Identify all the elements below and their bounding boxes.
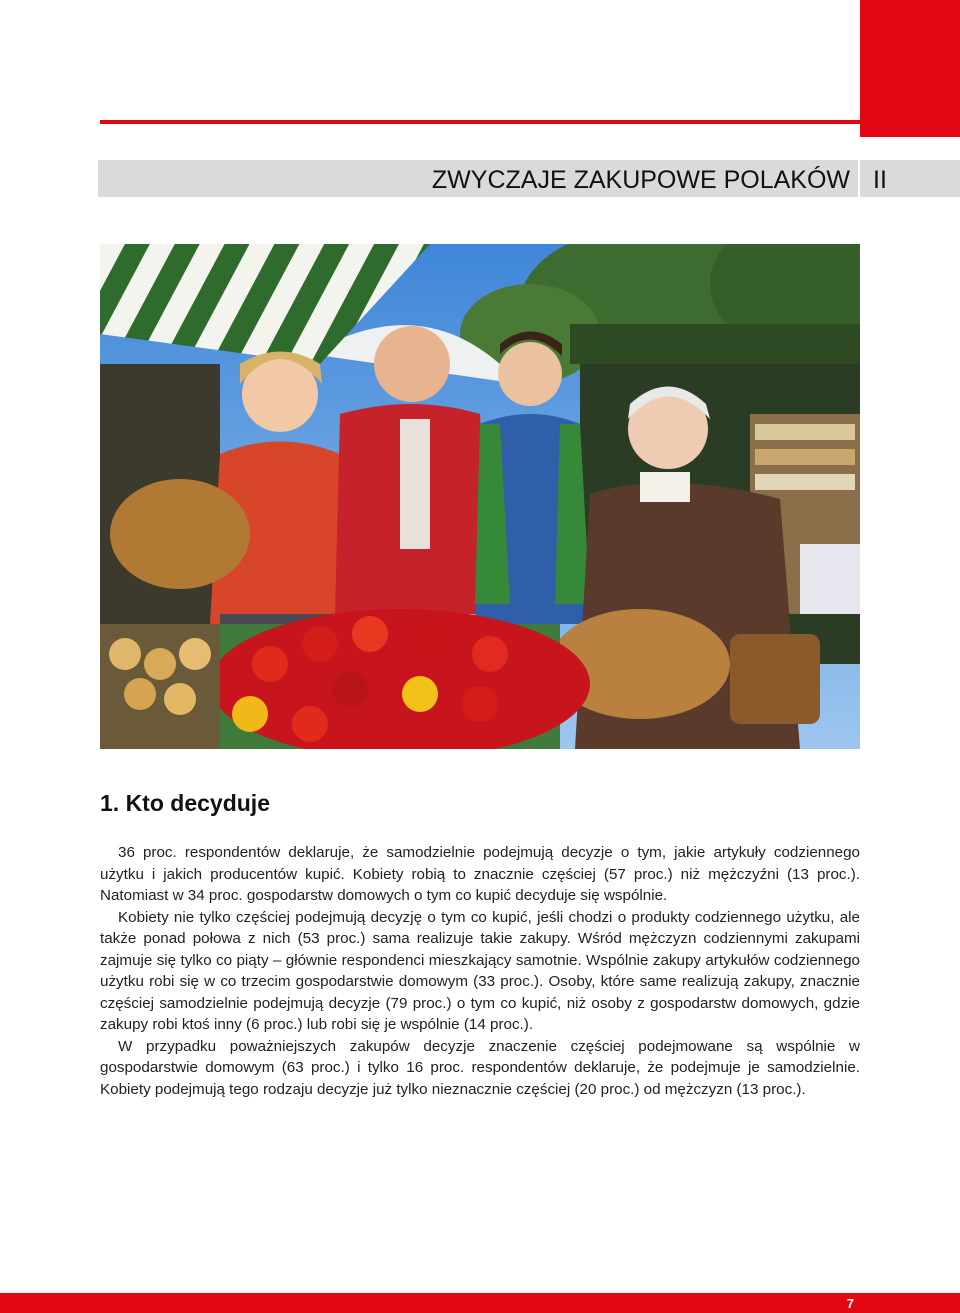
page-title: ZWYCZAJE ZAKUPOWE POLAKÓW bbox=[431, 166, 850, 194]
page-number: 7 bbox=[846, 1296, 854, 1311]
handbag bbox=[730, 634, 820, 724]
wicker-basket-left bbox=[110, 479, 250, 589]
corner-tab bbox=[860, 0, 960, 137]
paragraph: W przypadku poważniejszych zakupów decyzje znaczenie częściej podejmowane są wspólnie w gospodarstwie domowym (63 proc.) i tylko 16 proc. respondentów deklaruje, że podejmuje je samodzielnie. Kobiety podejmują tego rodzaju decyzje już tylko nieznacznie częściej (20 proc.) od mężczyzn (13 proc.). bbox=[100, 1037, 860, 1098]
market-photo-illustration bbox=[100, 244, 860, 749]
chapter-number: II bbox=[873, 166, 887, 194]
onion-crate bbox=[100, 624, 220, 749]
section-heading: 1. Kto decyduje bbox=[100, 790, 270, 816]
footer-bar bbox=[0, 1293, 960, 1313]
paragraph: 36 proc. respondentów deklaruje, że samodzielnie podejmują decyzje o tym, jakie artykuły codziennego użytku i jakich producentów kupić. Kobiety robią to znacznie częściej (57 proc.) niż mężczyźni (13 proc.). Natomiast w 34 proc. gospodarstw domowych o tym co kupić decyduje się wspólnie. bbox=[100, 844, 860, 904]
paragraph: Kobiety nie tylko częściej podejmują decyzję o tym co kupić, jeśli chodzi o produkty codziennego użytku, ale także ponad połowa z nich (53 proc.) sama realizuje takie zakupy. Wśród mężczyzn codziennymi zakupami zajmuje się tylko co piąty – głównie respondenci mieszkający samotnie. Wspólnie zakupy artykułów codziennego użytku robi się w co trzecim gospodarstwie domowym (33 proc.). Osoby, które same realizują zakupy, znacznie częściej samodzielnie podejmują decyzje (79 proc.) o tym co kupić, niż osoby z gospodarstw domowych, gdzie zakupy robi ktoś inny (6 proc.) lub robi się je wspólnie (14 proc.). bbox=[100, 908, 860, 1033]
article-body bbox=[100, 842, 860, 1100]
market-photo bbox=[100, 244, 860, 749]
top-rule bbox=[100, 120, 918, 124]
